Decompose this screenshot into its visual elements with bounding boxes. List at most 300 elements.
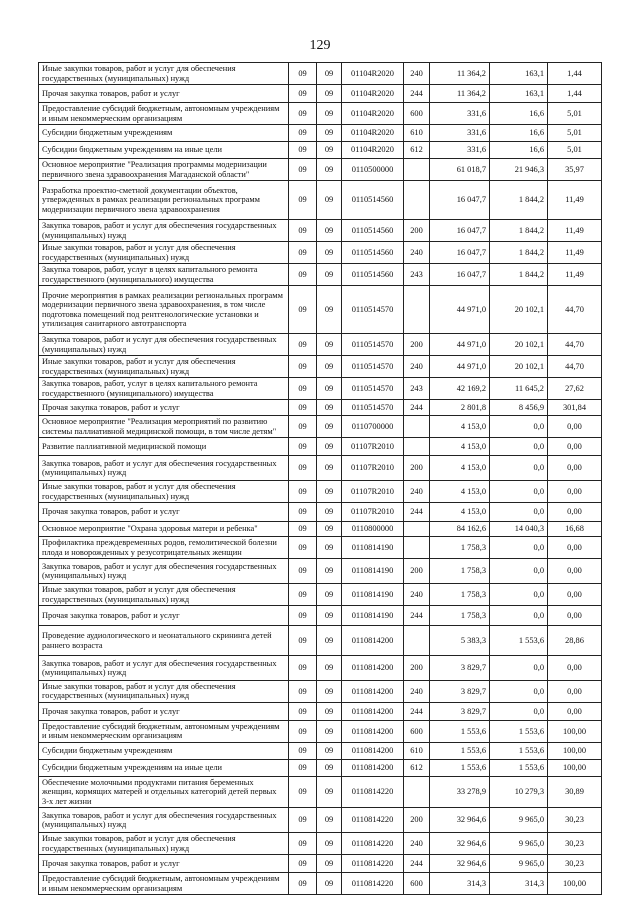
row-execution-percent: 44,70 — [548, 334, 602, 356]
row-plan-amount: 11 364,2 — [430, 63, 490, 85]
table-row — [39, 181, 602, 220]
row-expense-type — [404, 181, 430, 220]
row-expense-type: 200 — [404, 456, 430, 481]
row-actual-amount: 314,3 — [490, 873, 548, 895]
row-expense-type: 200 — [404, 334, 430, 356]
row-actual-amount: 0,0 — [490, 438, 548, 456]
table-row — [39, 776, 602, 807]
row-actual-amount: 0,0 — [490, 456, 548, 481]
row-subsection: 09 — [317, 656, 342, 681]
table-row — [39, 220, 602, 242]
row-execution-percent: 0,00 — [548, 481, 602, 503]
row-subsection: 09 — [317, 559, 342, 584]
row-expense-type: 240 — [404, 242, 430, 264]
row-execution-percent: 0,00 — [548, 438, 602, 456]
row-section: 09 — [289, 181, 317, 220]
row-execution-percent: 100,00 — [548, 873, 602, 895]
row-execution-percent: 5,01 — [548, 142, 602, 159]
row-target-article: 01104R2020 — [342, 85, 404, 103]
table-row — [39, 873, 602, 895]
table-row — [39, 681, 602, 703]
row-execution-percent: 30,23 — [548, 833, 602, 855]
table-row — [39, 378, 602, 400]
row-actual-amount: 163,1 — [490, 85, 548, 103]
row-subsection: 09 — [317, 264, 342, 286]
row-subsection: 09 — [317, 681, 342, 703]
row-section: 09 — [289, 537, 317, 559]
row-actual-amount: 1 553,6 — [490, 720, 548, 742]
row-actual-amount: 0,0 — [490, 537, 548, 559]
row-expense-type — [404, 626, 430, 656]
row-plan-amount: 32 964,6 — [430, 855, 490, 873]
row-subsection: 09 — [317, 159, 342, 181]
row-actual-amount: 0,0 — [490, 702, 548, 720]
row-name: Прочая закупка товаров, работ и услуг — [39, 702, 289, 720]
table-row — [39, 85, 602, 103]
table-row — [39, 522, 602, 537]
row-execution-percent: 11,49 — [548, 220, 602, 242]
row-execution-percent: 1,44 — [548, 85, 602, 103]
row-subsection: 09 — [317, 537, 342, 559]
row-plan-amount: 1 758,3 — [430, 606, 490, 626]
row-plan-amount: 4 153,0 — [430, 503, 490, 522]
row-subsection: 09 — [317, 808, 342, 833]
row-subsection: 09 — [317, 378, 342, 400]
row-subsection: 09 — [317, 702, 342, 720]
row-name: Субсидии бюджетным учреждениям — [39, 742, 289, 759]
row-section: 09 — [289, 438, 317, 456]
row-name: Иные закупки товаров, работ и услуг для обеспечения государственных (муниципальных) нужд — [39, 356, 289, 378]
row-name: Прочая закупка товаров, работ и услуг — [39, 85, 289, 103]
row-actual-amount: 0,0 — [490, 606, 548, 626]
row-plan-amount: 44 971,0 — [430, 286, 490, 334]
row-name: Основное мероприятие "Реализация мероприятий по развитию системы паллиативной медицинской помощи, в том числе детям" — [39, 416, 289, 438]
row-section: 09 — [289, 142, 317, 159]
row-section: 09 — [289, 416, 317, 438]
row-target-article: 0110814220 — [342, 776, 404, 807]
row-name: Иные закупки товаров, работ и услуг для обеспечения государственных (муниципальных) нужд — [39, 63, 289, 85]
row-section: 09 — [289, 656, 317, 681]
row-expense-type: 244 — [404, 503, 430, 522]
row-actual-amount: 1 844,2 — [490, 242, 548, 264]
row-execution-percent: 0,00 — [548, 503, 602, 522]
row-target-article: 01104R2020 — [342, 103, 404, 125]
row-actual-amount: 0,0 — [490, 584, 548, 606]
row-expense-type — [404, 537, 430, 559]
row-target-article: 0110814190 — [342, 606, 404, 626]
row-section: 09 — [289, 125, 317, 142]
row-execution-percent: 44,70 — [548, 286, 602, 334]
row-target-article: 01107R2010 — [342, 438, 404, 456]
row-plan-amount: 4 153,0 — [430, 438, 490, 456]
row-actual-amount: 1 553,6 — [490, 742, 548, 759]
row-expense-type: 240 — [404, 584, 430, 606]
row-expense-type: 200 — [404, 656, 430, 681]
row-subsection: 09 — [317, 85, 342, 103]
row-actual-amount: 1 844,2 — [490, 220, 548, 242]
row-plan-amount: 16 047,7 — [430, 181, 490, 220]
row-expense-type — [404, 159, 430, 181]
row-plan-amount: 16 047,7 — [430, 220, 490, 242]
row-section: 09 — [289, 400, 317, 416]
row-execution-percent: 0,00 — [548, 681, 602, 703]
row-name: Закупка товаров, работ, услуг в целях капитального ремонта государственного (муниципального) имущества — [39, 378, 289, 400]
row-plan-amount: 44 971,0 — [430, 334, 490, 356]
row-expense-type: 610 — [404, 125, 430, 142]
row-subsection: 09 — [317, 125, 342, 142]
row-actual-amount: 9 965,0 — [490, 855, 548, 873]
row-plan-amount: 16 047,7 — [430, 242, 490, 264]
row-target-article: 01107R2010 — [342, 503, 404, 522]
row-execution-percent: 11,49 — [548, 264, 602, 286]
row-target-article: 0110500000 — [342, 159, 404, 181]
row-actual-amount: 1 553,6 — [490, 626, 548, 656]
table-row — [39, 242, 602, 264]
row-target-article: 0110514560 — [342, 242, 404, 264]
row-target-article: 01107R2010 — [342, 481, 404, 503]
row-execution-percent: 100,00 — [548, 742, 602, 759]
row-name: Закупка товаров, работ и услуг для обеспечения государственных (муниципальных) нужд — [39, 808, 289, 833]
row-subsection: 09 — [317, 416, 342, 438]
row-name: Закупка товаров, работ и услуг для обеспечения государственных (муниципальных) нужд — [39, 559, 289, 584]
row-section: 09 — [289, 606, 317, 626]
row-subsection: 09 — [317, 776, 342, 807]
row-plan-amount: 61 018,7 — [430, 159, 490, 181]
row-plan-amount: 42 169,2 — [430, 378, 490, 400]
row-section: 09 — [289, 378, 317, 400]
row-section: 09 — [289, 522, 317, 537]
row-subsection: 09 — [317, 481, 342, 503]
row-target-article: 01104R2020 — [342, 142, 404, 159]
row-execution-percent: 0,00 — [548, 416, 602, 438]
row-name: Иные закупки товаров, работ и услуг для обеспечения государственных (муниципальных) нужд — [39, 584, 289, 606]
table-row — [39, 626, 602, 656]
row-target-article: 0110814200 — [342, 759, 404, 776]
row-actual-amount: 11 645,2 — [490, 378, 548, 400]
row-section: 09 — [289, 742, 317, 759]
row-target-article: 0110814200 — [342, 681, 404, 703]
table-row — [39, 334, 602, 356]
row-section: 09 — [289, 85, 317, 103]
row-plan-amount: 4 153,0 — [430, 416, 490, 438]
budget-table — [38, 62, 602, 895]
table-body — [39, 63, 602, 895]
table-row — [39, 720, 602, 742]
row-execution-percent: 5,01 — [548, 103, 602, 125]
row-section: 09 — [289, 63, 317, 85]
row-expense-type: 240 — [404, 681, 430, 703]
row-subsection: 09 — [317, 456, 342, 481]
row-expense-type — [404, 438, 430, 456]
row-subsection: 09 — [317, 833, 342, 855]
row-target-article: 01107R2010 — [342, 456, 404, 481]
row-name: Проведение аудиологического и неонатального скрининга детей раннего возраста — [39, 626, 289, 656]
row-expense-type: 612 — [404, 759, 430, 776]
row-execution-percent: 0,00 — [548, 537, 602, 559]
row-actual-amount: 16,6 — [490, 103, 548, 125]
table-row — [39, 438, 602, 456]
row-plan-amount: 314,3 — [430, 873, 490, 895]
row-actual-amount: 0,0 — [490, 503, 548, 522]
table-row — [39, 416, 602, 438]
row-section: 09 — [289, 855, 317, 873]
table-row — [39, 702, 602, 720]
row-section: 09 — [289, 759, 317, 776]
row-subsection: 09 — [317, 242, 342, 264]
row-section: 09 — [289, 702, 317, 720]
row-plan-amount: 1 553,6 — [430, 742, 490, 759]
table-row — [39, 63, 602, 85]
table-row — [39, 808, 602, 833]
row-expense-type: 243 — [404, 378, 430, 400]
table-row — [39, 456, 602, 481]
row-subsection: 09 — [317, 720, 342, 742]
row-expense-type — [404, 776, 430, 807]
row-section: 09 — [289, 356, 317, 378]
row-subsection: 09 — [317, 855, 342, 873]
table-row — [39, 264, 602, 286]
row-expense-type: 600 — [404, 873, 430, 895]
row-plan-amount: 84 162,6 — [430, 522, 490, 537]
row-execution-percent: 0,00 — [548, 702, 602, 720]
row-actual-amount: 163,1 — [490, 63, 548, 85]
row-execution-percent: 100,00 — [548, 759, 602, 776]
table-row — [39, 742, 602, 759]
row-target-article: 0110814220 — [342, 808, 404, 833]
row-name: Иные закупки товаров, работ и услуг для обеспечения государственных (муниципальных) нужд — [39, 481, 289, 503]
row-execution-percent: 11,49 — [548, 242, 602, 264]
table-row — [39, 503, 602, 522]
row-expense-type: 240 — [404, 481, 430, 503]
row-name: Закупка товаров, работ и услуг для обеспечения государственных (муниципальных) нужд — [39, 220, 289, 242]
row-section: 09 — [289, 833, 317, 855]
row-target-article: 0110514570 — [342, 356, 404, 378]
row-expense-type: 244 — [404, 85, 430, 103]
row-target-article: 0110814200 — [342, 720, 404, 742]
row-section: 09 — [289, 559, 317, 584]
row-section: 09 — [289, 584, 317, 606]
row-expense-type — [404, 286, 430, 334]
row-target-article: 0110814200 — [342, 656, 404, 681]
table-row — [39, 833, 602, 855]
row-target-article: 0110814200 — [342, 702, 404, 720]
row-subsection: 09 — [317, 606, 342, 626]
row-subsection: 09 — [317, 334, 342, 356]
row-subsection: 09 — [317, 742, 342, 759]
table-row — [39, 537, 602, 559]
row-expense-type: 612 — [404, 142, 430, 159]
row-subsection: 09 — [317, 286, 342, 334]
row-actual-amount: 0,0 — [490, 481, 548, 503]
row-target-article: 01104R2020 — [342, 63, 404, 85]
row-expense-type: 600 — [404, 720, 430, 742]
row-actual-amount: 21 946,3 — [490, 159, 548, 181]
table-row — [39, 142, 602, 159]
row-target-article: 0110814220 — [342, 873, 404, 895]
row-execution-percent: 0,00 — [548, 559, 602, 584]
table-row — [39, 606, 602, 626]
row-section: 09 — [289, 503, 317, 522]
row-subsection: 09 — [317, 584, 342, 606]
row-name: Закупка товаров, работ и услуг для обеспечения государственных (муниципальных) нужд — [39, 456, 289, 481]
row-target-article: 0110814190 — [342, 559, 404, 584]
row-name: Субсидии бюджетным учреждениям на иные цели — [39, 759, 289, 776]
row-plan-amount: 4 153,0 — [430, 456, 490, 481]
row-target-article: 01104R2020 — [342, 125, 404, 142]
row-target-article: 0110814220 — [342, 833, 404, 855]
row-subsection: 09 — [317, 181, 342, 220]
row-expense-type: 240 — [404, 833, 430, 855]
row-name: Субсидии бюджетным учреждениям — [39, 125, 289, 142]
row-actual-amount: 10 279,3 — [490, 776, 548, 807]
row-execution-percent: 16,68 — [548, 522, 602, 537]
row-actual-amount: 0,0 — [490, 416, 548, 438]
row-name: Иные закупки товаров, работ и услуг для обеспечения государственных (муниципальных) нужд — [39, 242, 289, 264]
table-row — [39, 356, 602, 378]
row-subsection: 09 — [317, 626, 342, 656]
row-subsection: 09 — [317, 503, 342, 522]
row-section: 09 — [289, 103, 317, 125]
row-execution-percent: 28,86 — [548, 626, 602, 656]
row-actual-amount: 16,6 — [490, 142, 548, 159]
row-execution-percent: 35,97 — [548, 159, 602, 181]
row-expense-type — [404, 416, 430, 438]
row-plan-amount: 1 758,3 — [430, 537, 490, 559]
row-name: Прочая закупка товаров, работ и услуг — [39, 606, 289, 626]
row-target-article: 0110514570 — [342, 334, 404, 356]
row-actual-amount: 9 965,0 — [490, 808, 548, 833]
row-subsection: 09 — [317, 400, 342, 416]
row-execution-percent: 5,01 — [548, 125, 602, 142]
row-section: 09 — [289, 159, 317, 181]
row-section: 09 — [289, 873, 317, 895]
row-execution-percent: 0,00 — [548, 606, 602, 626]
row-execution-percent: 27,62 — [548, 378, 602, 400]
row-plan-amount: 16 047,7 — [430, 264, 490, 286]
row-expense-type: 600 — [404, 103, 430, 125]
row-subsection: 09 — [317, 522, 342, 537]
row-target-article: 0110700000 — [342, 416, 404, 438]
row-section: 09 — [289, 481, 317, 503]
row-actual-amount: 1 844,2 — [490, 181, 548, 220]
row-execution-percent: 100,00 — [548, 720, 602, 742]
table-row — [39, 481, 602, 503]
row-name: Предоставление субсидий бюджетным, автономным учреждениям и иным некоммерческим организациям — [39, 873, 289, 895]
row-section: 09 — [289, 720, 317, 742]
row-plan-amount: 44 971,0 — [430, 356, 490, 378]
row-target-article: 0110814190 — [342, 584, 404, 606]
row-plan-amount: 32 964,6 — [430, 833, 490, 855]
row-plan-amount: 2 801,8 — [430, 400, 490, 416]
row-execution-percent: 44,70 — [548, 356, 602, 378]
row-execution-percent: 1,44 — [548, 63, 602, 85]
row-target-article: 0110514570 — [342, 378, 404, 400]
row-name: Прочая закупка товаров, работ и услуг — [39, 400, 289, 416]
row-expense-type: 200 — [404, 220, 430, 242]
row-target-article: 0110814220 — [342, 855, 404, 873]
row-execution-percent: 11,49 — [548, 181, 602, 220]
table-row — [39, 559, 602, 584]
row-plan-amount: 11 364,2 — [430, 85, 490, 103]
row-plan-amount: 32 964,6 — [430, 808, 490, 833]
row-expense-type — [404, 522, 430, 537]
row-plan-amount: 331,6 — [430, 125, 490, 142]
row-plan-amount: 1 758,3 — [430, 559, 490, 584]
row-actual-amount: 0,0 — [490, 559, 548, 584]
row-subsection: 09 — [317, 356, 342, 378]
row-expense-type: 200 — [404, 559, 430, 584]
row-target-article: 0110800000 — [342, 522, 404, 537]
table-row — [39, 656, 602, 681]
row-section: 09 — [289, 456, 317, 481]
row-expense-type: 610 — [404, 742, 430, 759]
row-execution-percent: 30,89 — [548, 776, 602, 807]
row-plan-amount: 1 758,3 — [430, 584, 490, 606]
row-execution-percent: 30,23 — [548, 808, 602, 833]
row-name: Развитие паллиативной медицинской помощи — [39, 438, 289, 456]
row-subsection: 09 — [317, 142, 342, 159]
row-subsection: 09 — [317, 759, 342, 776]
row-target-article: 0110814200 — [342, 742, 404, 759]
row-name: Закупка товаров, работ, услуг в целях капитального ремонта государственного (муниципального) имущества — [39, 264, 289, 286]
row-name: Прочая закупка товаров, работ и услуг — [39, 855, 289, 873]
row-plan-amount: 1 553,6 — [430, 759, 490, 776]
row-plan-amount: 5 383,3 — [430, 626, 490, 656]
table-row — [39, 125, 602, 142]
row-execution-percent: 301,84 — [548, 400, 602, 416]
row-name: Иные закупки товаров, работ и услуг для обеспечения государственных (муниципальных) нужд — [39, 681, 289, 703]
row-section: 09 — [289, 681, 317, 703]
table-row — [39, 103, 602, 125]
row-name: Прочие мероприятия в рамках реализации региональных программ модернизации первичного звена здравоохранения, в том числе подготовка помещений под рентгенологические установки и утилизация санитарного автотранспорта — [39, 286, 289, 334]
row-expense-type: 240 — [404, 356, 430, 378]
row-target-article: 0110814190 — [342, 537, 404, 559]
table-row — [39, 286, 602, 334]
row-name: Обеспечение молочными продуктами питания беременных женщин, кормящих матерей и отдельных категорий детей первых 3-х лет жизни — [39, 776, 289, 807]
row-plan-amount: 3 829,7 — [430, 681, 490, 703]
row-expense-type: 244 — [404, 702, 430, 720]
row-name: Разработка проектно-сметной документации объектов, утвержденных в рамках реализации региональных программ модернизации первичного звена здравоохранения — [39, 181, 289, 220]
row-section: 09 — [289, 286, 317, 334]
row-target-article: 0110514560 — [342, 220, 404, 242]
row-execution-percent: 30,23 — [548, 855, 602, 873]
row-expense-type: 244 — [404, 400, 430, 416]
row-actual-amount: 20 102,1 — [490, 286, 548, 334]
row-name: Иные закупки товаров, работ и услуг для обеспечения государственных (муниципальных) нужд — [39, 833, 289, 855]
row-subsection: 09 — [317, 63, 342, 85]
row-name: Основное мероприятие "Реализация программы модернизации первичного звена здравоохранения Магаданской области" — [39, 159, 289, 181]
row-name: Прочая закупка товаров, работ и услуг — [39, 503, 289, 522]
table-row — [39, 159, 602, 181]
row-plan-amount: 3 829,7 — [430, 702, 490, 720]
row-section: 09 — [289, 334, 317, 356]
row-name: Субсидии бюджетным учреждениям на иные цели — [39, 142, 289, 159]
row-section: 09 — [289, 220, 317, 242]
row-expense-type: 244 — [404, 855, 430, 873]
row-section: 09 — [289, 776, 317, 807]
row-target-article: 0110814200 — [342, 626, 404, 656]
row-name: Профилактика преждевременных родов, гемолитической болезни плода и новорожденных у резусотрицательных женщин — [39, 537, 289, 559]
row-actual-amount: 1 844,2 — [490, 264, 548, 286]
row-actual-amount: 20 102,1 — [490, 356, 548, 378]
row-expense-type: 244 — [404, 606, 430, 626]
table-row — [39, 584, 602, 606]
row-subsection: 09 — [317, 873, 342, 895]
row-name: Закупка товаров, работ и услуг для обеспечения государственных (муниципальных) нужд — [39, 656, 289, 681]
row-name: Закупка товаров, работ и услуг для обеспечения государственных (муниципальных) нужд — [39, 334, 289, 356]
row-plan-amount: 331,6 — [430, 103, 490, 125]
row-section: 09 — [289, 242, 317, 264]
